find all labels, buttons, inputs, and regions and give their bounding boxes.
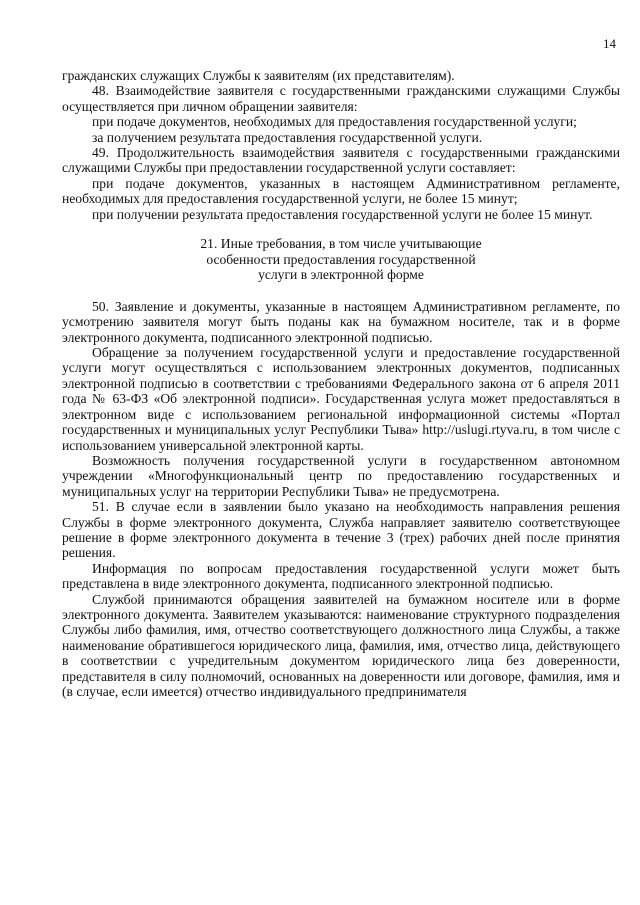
- paragraph: при подаче документов, указанных в настоящем Административном регламенте, необходимых для предоставления государственной услуги, не более 15 минут;: [62, 175, 620, 207]
- paragraph: за получением результата предоставления государственной услуги.: [92, 129, 483, 145]
- paragraph: гражданских служащих Службы к заявителям (их представителям).: [62, 68, 455, 83]
- heading-line: 21. Иные требования, в том числе учитывающие: [200, 236, 482, 252]
- paragraph: Службой принимаются обращения заявителей на бумажном носителе или в форме электронного документа. Заявителем указываются: наименование структурного подразделения Службы либо фамилия, имя, отчество соответствующего должностного лица Службы, а также наименование обратившегося юридического лица, фамилия, имя, отчество лица, действующего в соответствии с учредительным документом юридического лица без доверенности, представителя в силу полномочий, основанных на доверенности или договоре, фамилия, имя и (в случае, если имеется) отчество индивидуального предпринимателя: [62, 591, 620, 699]
- paragraph: Возможность получения государственной услуги в государственном автономном учреждении «Многофункциональный центр по предоставлению государственных и муниципальных услуг на территории Республики Тыва» не предусмотрена.: [62, 452, 620, 499]
- paragraph-item-51: 51. В случае если в заявлении было указано на необходимость направления решения Службы в форме электронного документа, Служба направляет заявителю соответствующее решение в форме электронного документа в течение 3 (трех) рабочих дней после принятия решения.: [62, 499, 620, 561]
- section-heading: [62, 236, 620, 283]
- paragraph-item-50: 50. Заявление и документы, указанные в настоящем Административном регламенте, по усмотрению заявителя могут быть поданы как на бумажном носителе, так и в форме электронного документа, подписанного электронной подписью.: [62, 298, 620, 345]
- paragraph-item-49: 49. Продолжительность взаимодействия заявителя с государственными гражданскими служащими Службы при предоставлении государственной услуги составляет:: [62, 145, 620, 176]
- page-number: 14: [603, 36, 616, 51]
- paragraph: Информация по вопросам предоставления государственной услуги может быть представлена в виде электронного документа, подписанного электронной подписью.: [62, 560, 620, 592]
- paragraph-item-48: 48. Взаимодействие заявителя с государственными гражданскими служащими Службы осуществляется при личном обращении заявителя:: [62, 83, 620, 114]
- heading-line: услуги в электронной форме: [258, 267, 424, 283]
- heading-line: особенности предоставления государственной: [206, 251, 476, 267]
- paragraph: Обращение за получением государственной услуги и предоставление государственной услуги могут осуществляться с использованием электронных документов, подписанных электронной подписью в соответствии с требованиями Федерального закона от 6 апреля 2011 года № 63-ФЗ «Об электронной подписи». Государственная услуга может предоставляться в электронном виде с использованием региональной информационной системы «Портал государственных и муниципальных услуг Республики Тыва» http://uslugi.rtyva.ru, в том числе с использованием универсальной электронной карты.: [62, 345, 620, 453]
- paragraph: при получении результата предоставления государственной услуги не более 15 минут.: [92, 206, 593, 222]
- document-body: [62, 68, 620, 699]
- paragraph: при подаче документов, необходимых для предоставления государственной услуги;: [92, 114, 577, 130]
